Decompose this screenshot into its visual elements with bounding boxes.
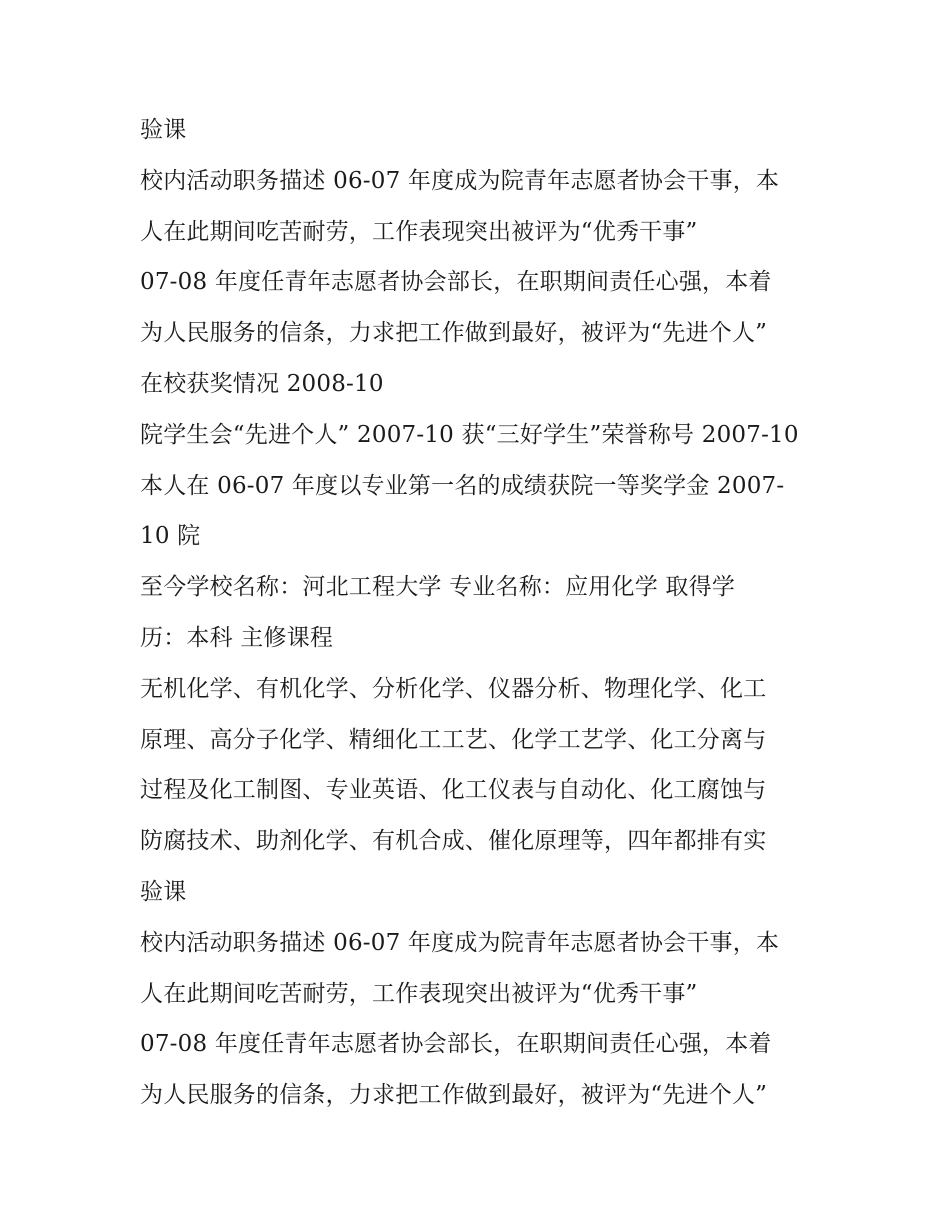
text-line: 在校获奖情况 2008-10 bbox=[140, 370, 384, 397]
text-line: 原理、高分子化学、精细化工工艺、化学工艺学、化工分离与 bbox=[140, 726, 767, 753]
text-line: 人在此期间吃苦耐劳，工作表现突出被评为“优秀干事” bbox=[140, 980, 698, 1007]
text-line: 验课 bbox=[140, 878, 187, 905]
text-line: 07-08 年度任青年志愿者协会部长，在职期间责任心强，本着 bbox=[140, 269, 772, 296]
text-line: 校内活动职务描述 06-07 年度成为院青年志愿者协会干事，本 bbox=[140, 167, 780, 194]
text-line: 校内活动职务描述 06-07 年度成为院青年志愿者协会干事，本 bbox=[140, 929, 780, 956]
text-line: 10 院 bbox=[140, 523, 201, 550]
text-line: 为人民服务的信条，力求把工作做到最好，被评为“先进个人” bbox=[140, 320, 768, 347]
text-line: 本人在 06-07 年度以专业第一名的成绩获院一等奖学金 2007- bbox=[140, 472, 785, 499]
text-line: 验课 bbox=[140, 117, 187, 143]
text-line: 院学生会“先进个人” 2007-10 获“三好学生”荣誉称号 2007-10 bbox=[140, 421, 799, 448]
text-line: 无机化学、有机化学、分析化学、仪器分析、物理化学、化工 bbox=[140, 675, 767, 702]
text-line: 为人民服务的信条，力求把工作做到最好，被评为“先进个人” bbox=[140, 1082, 768, 1109]
text-line: 07-08 年度任青年志愿者协会部长，在职期间责任心强，本着 bbox=[140, 1031, 772, 1058]
document-body bbox=[140, 110, 820, 1126]
text-line: 至今学校名称：河北工程大学 专业名称：应用化学 取得学 bbox=[140, 574, 736, 601]
text-line: 过程及化工制图、专业英语、化工仪表与自动化、化工腐蚀与 bbox=[140, 777, 767, 804]
text-line: 人在此期间吃苦耐劳，工作表现突出被评为“优秀干事” bbox=[140, 218, 698, 245]
text-line: 历：本科 主修课程 bbox=[140, 624, 334, 651]
text-line: 防腐技术、助剂化学、有机合成、催化原理等，四年都排有实 bbox=[140, 828, 767, 855]
